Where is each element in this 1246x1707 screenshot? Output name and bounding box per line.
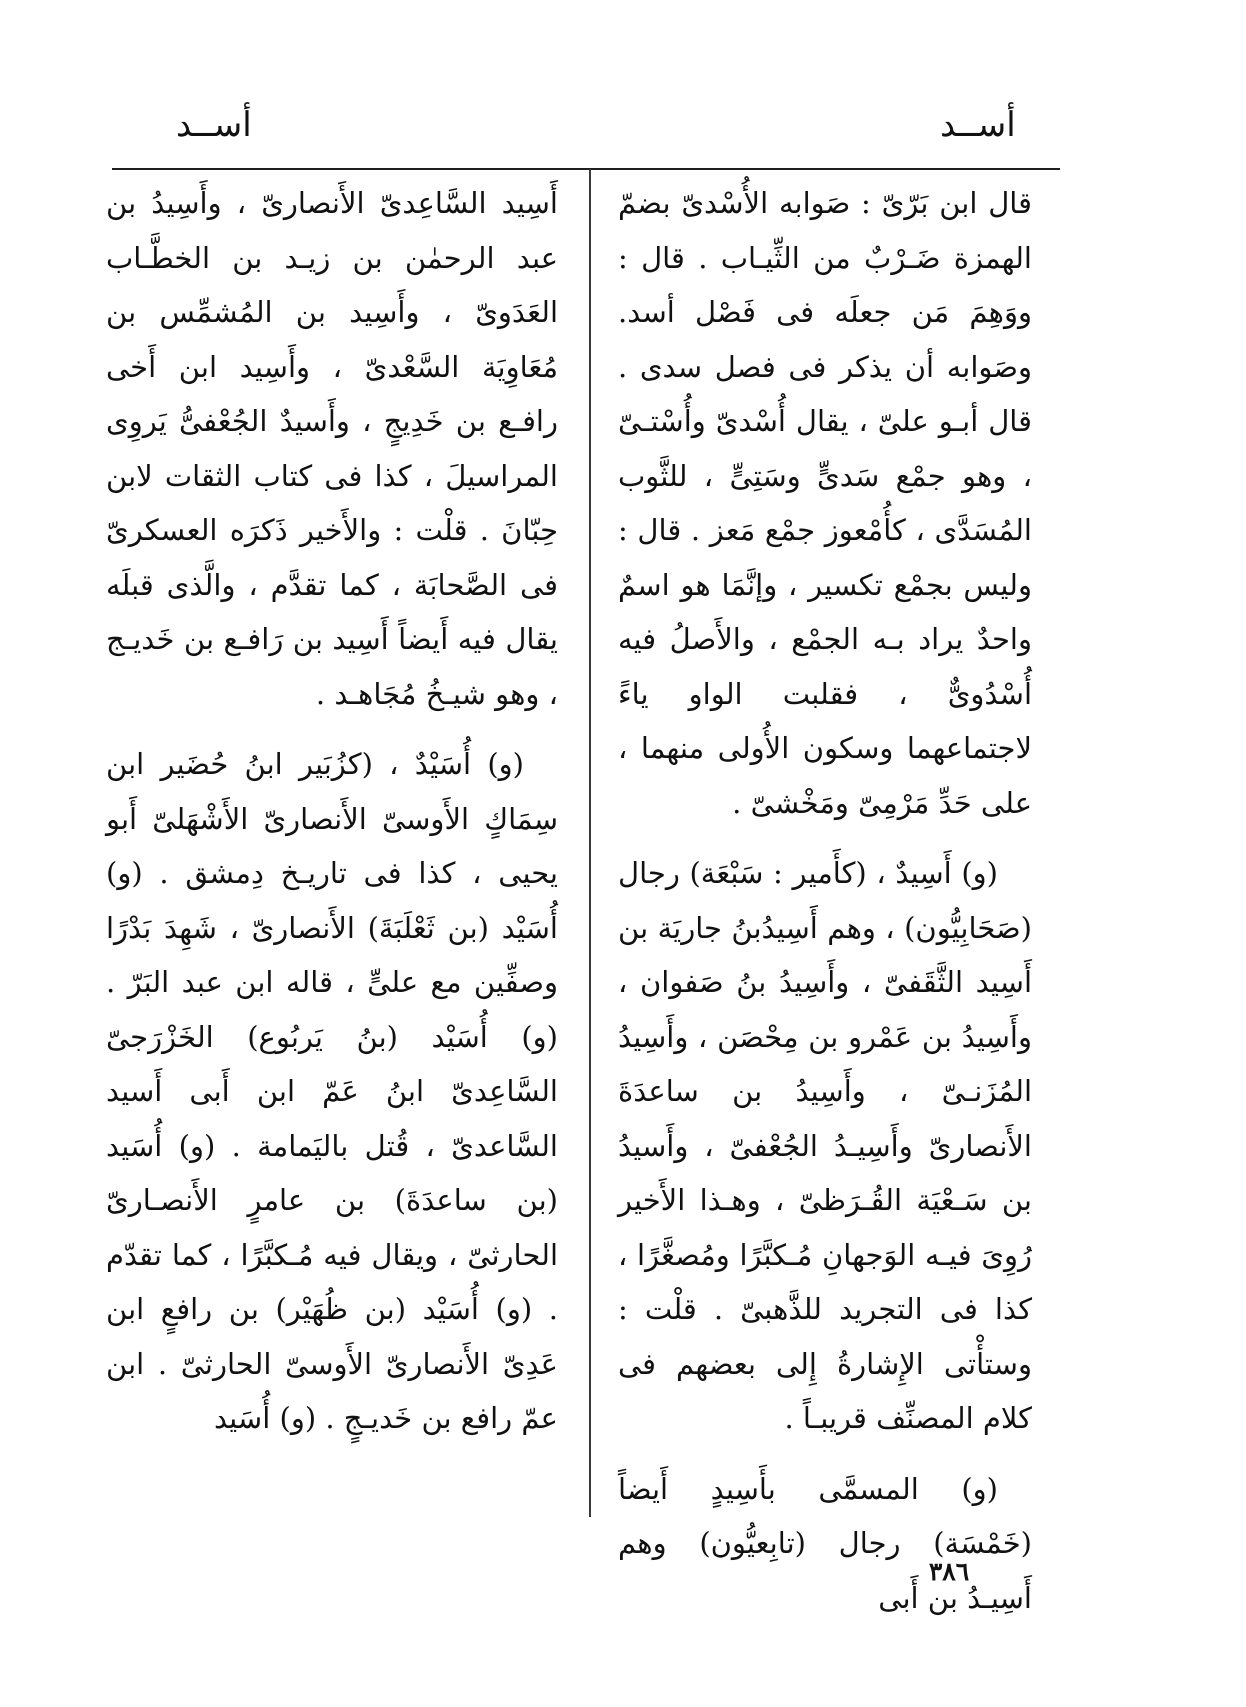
header-rule bbox=[112, 168, 1060, 170]
column-divider bbox=[589, 169, 591, 1517]
right-column-paragraph-1: قال ابن بَرّىّ : صَوابه الأُسْدىّ بضمّ الهمزة ضَـرْبٌ من الثِّيـاب . قال : ووَهِمَ مَن جعلَه فى فَصْل أسد. وصَوابه أن يذكر فى فصل سدى . قال أبـو علىّ ، يقال أُسْدىّ وأُسْتـىّ ، وهو جمْع سَدىٍّ وسَتِىٍّ ، للثَّوب المُسَدَّى ، كأُمْعوز جمْع مَعز . قال : وليس بجمْع تكسير ، وإنَّمَا هو اسمٌ واحدٌ يراد بـه الجمْع ، والأَصلُ فيه أُسْدُوىٌّ ، فقلبت الواو ياءً لاجتماعهما وسكون الأُولى منهما ، على حَدِّ مَرْمِىّ ومَخْشىّ . bbox=[618, 186, 1032, 820]
left-column-paragraph-1: أَسِيد السَّاعِدىّ الأَنصارىّ ، وأَسِيدُ بن عبد الرحمٰن بن زيـد بن الخطَّـاب العَدَوىّ ، وأَسِيد بن المُشمِّس بن مُعَاوِيَة السَّعْدىّ ، وأَسِيد ابن أَخى رافـع بن خَدِيجٍ ، وأَسيدٌ الجُعْفىُّ يَروِى المراسيلَ ، كذا فى كتاب الثقات لابن حِبّانَ . قلْت : والأَخير ذَكرَه العسكرىّ فى الصَّحابَة ، كما تقدَّم ، والَّذى قبلَه يقال فيه أَيضاً أَسِيد بن رَافـع بن خَديـج ، وهو شيـخُ مُجَاهـد . bbox=[106, 186, 558, 711]
left-column-paragraph-2: (و) أُسَيْدٌ ، (كزُبَير ابنُ حُضَير ابن سِمَاكٍ الأَوسىّ الأَنصارىّ الأَشْهَلىّ أَبو يحيى ، كذا فى تاريـخ دِمشق . (و) أُسَيْد (بن ثَعْلَبَةَ) الأَنصارىّ ، شَهِدَ بَدْرًا وصفِّين مع علىٍّ ، قاله ابن عبد البَرّ . (و) أُسَيْد (بنُ يَربُوع) الخَزْرَجىّ السَّاعِدىّ ابنُ عَمّ ابن أَبى أَسيد السَّاعدىّ ، قُتل باليَمامة . (و) أُسَيد (بن ساعدَةَ) بن عامرٍ الأَنصـارىّ الحارثىّ ، ويقال فيه مُـكبَّرًا ، كما تقدّم . (و) أُسَيْد (بن ظُهَيْر) بن رافعٍ ابن عَدِىّ الأَنصارىّ الأَوسىّ الحارثىّ . ابن عمّ رافع بن خَديـجٍ . (و) أُسَيد bbox=[106, 747, 558, 1435]
left-text-column bbox=[106, 176, 558, 1446]
running-header-left: أســد bbox=[176, 105, 252, 145]
page-number: ٣٨٦ bbox=[928, 1557, 970, 1586]
right-column-paragraph-3: (و) المسمَّى بأَسِيدٍ أَيضاً (خَمْسَة) رجال (تابِعيُّون) وهم أَسِيـدُ بن أَبى bbox=[618, 1471, 1032, 1615]
right-text-column bbox=[618, 176, 1032, 1625]
right-column-paragraph-2: (و) أَسِيدٌ ، (كأَمير : سَبْعَة) رجال (صَحَابِيُّون) ، وهم أَسِيدُبنُ جاريَة بن أَسِيد الثَّقَفىّ ، وأَسِيدُ بنُ صَفوان ، وأَسِيدُ بن عَمْرو بن مِحْصَن ، وأَسِيدُ المُزَنـىّ ، وأَسِيدُ بن ساعدَةَ الأَنصارىّ وأَسِيـدُ الجُعْفىّ ، وأَسيدُ بن سَـعْيَة القُـرَظىّ ، وهـذا الأَخير رُوِىَ فيـه الوَجهانِ مُـكبَّرًا ومُصغَّرًا ، كذا فى التجريد للذَّهبىّ . قلْت : وستأْتى الإِشارةُ إِلى بعضهم فى كلام المصنِّف قريبـاً . bbox=[618, 856, 1032, 1435]
running-header-right: أســد bbox=[940, 105, 1016, 145]
